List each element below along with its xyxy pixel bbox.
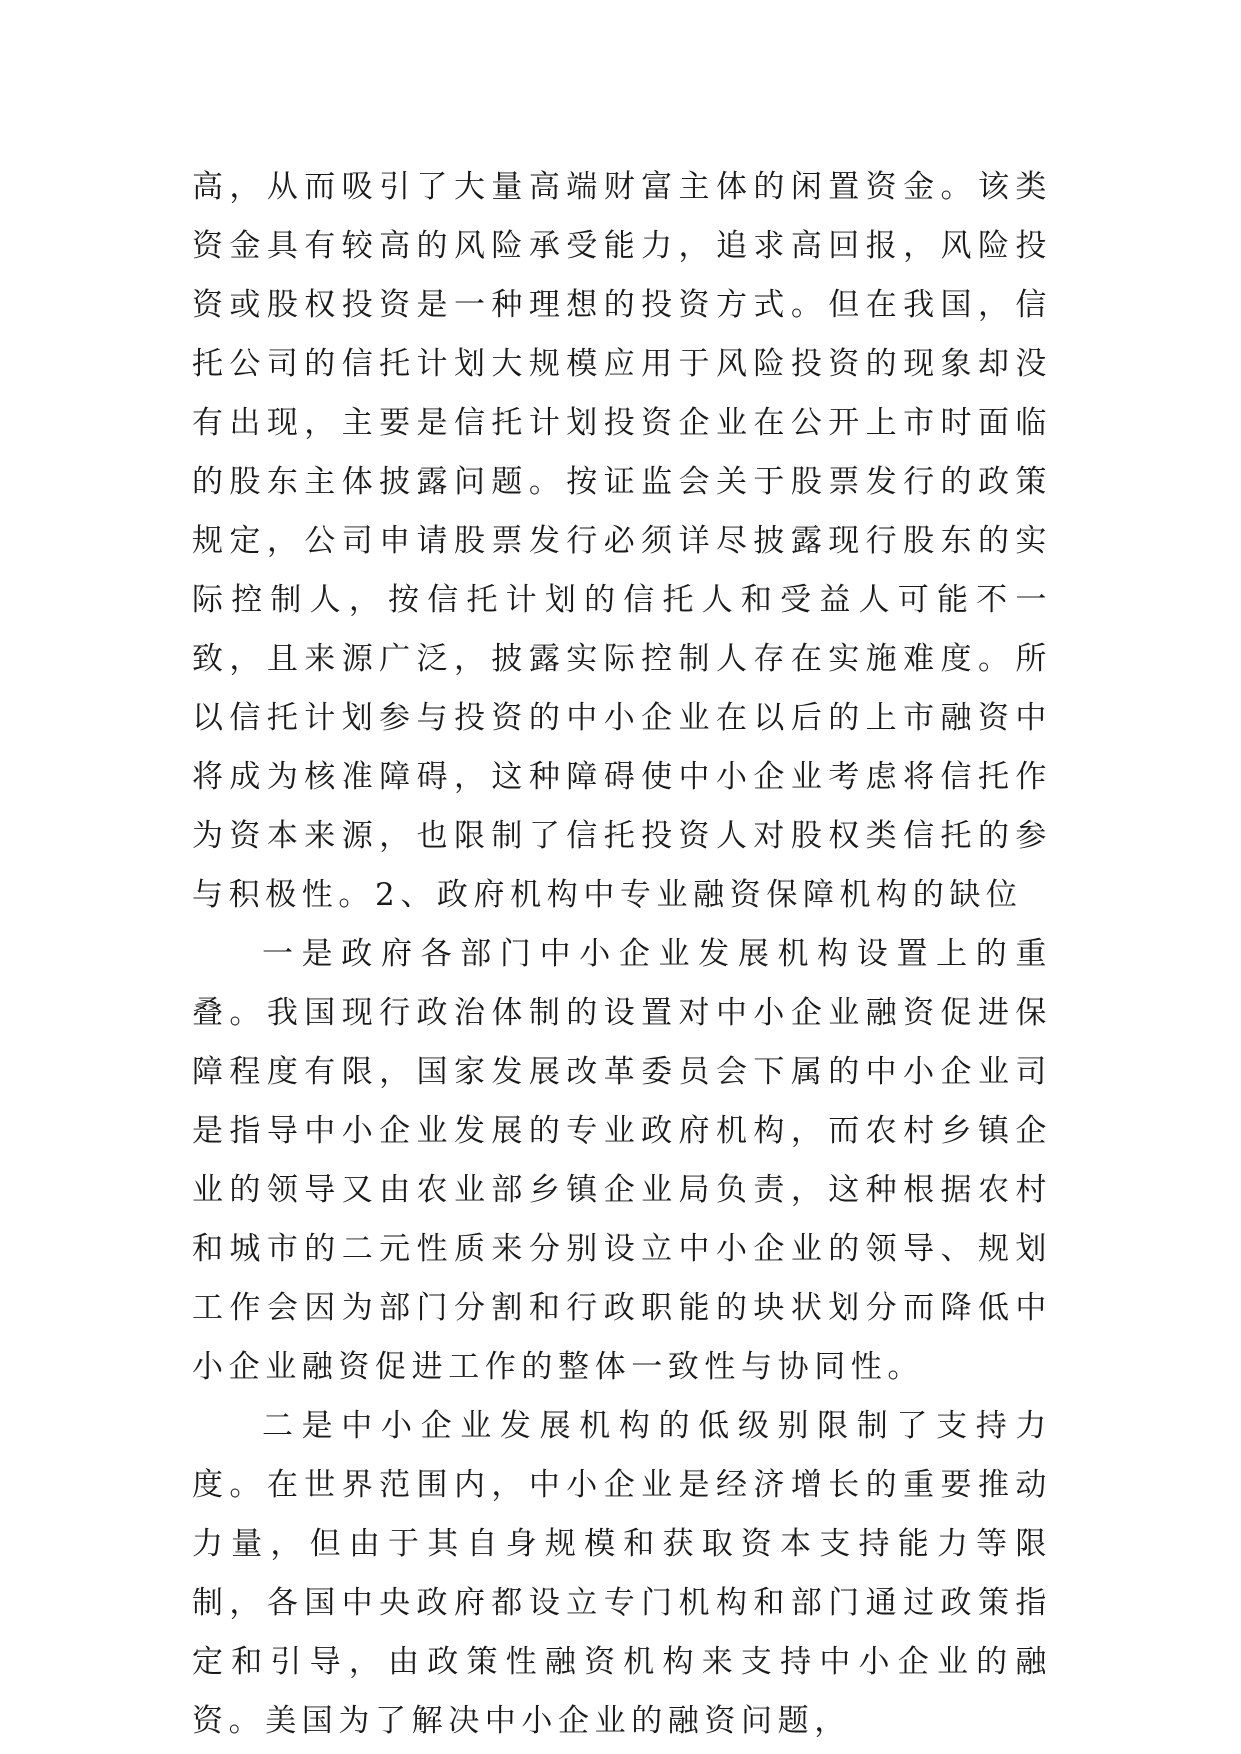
- paragraph-2: 一是政府各部门中小企业发展机构设置上的重叠。我国现行政治体制的设置对中小企业融资促进保障程度有限，国家发展改革委员会下属的中小企业司是指导中小企业发展的专业政府机构，而农村乡镇企业的领导又由农业部乡镇企业局负责，这种根据农村和城市的二元性质来分别设立中小企业的领导、规划工作会因为部门分割和行政职能的块状划分而降低中小企业融资促进工作的整体一致性与协同性。: [192, 936, 1052, 1385]
- paragraph-3: 二是中小企业发展机构的低级别限制了支持力度。在世界范围内，中小企业是经济增长的重要推动力量，但由于其自身规模和获取资本支持能力等限制，各国中央政府都设立专门机构和部门通过政策指定和引导，由政策性融资机构来支持中小企业的融资。美国为了解决中小企业的融资问题，: [192, 1408, 1052, 1739]
- body-text: [192, 158, 1052, 1751]
- paragraph-1: 高，从而吸引了大量高端财富主体的闲置资金。该类资金具有较高的风险承受能力，追求高回报，风险投资或股权投资是一种理想的投资方式。但在我国，信托公司的信托计划大规模应用于风险投资的现象却没有出现，主要是信托计划投资企业在公开上市时面临的股东主体披露问题。按证监会关于股票发行的政策规定，公司申请股票发行必须详尽披露现行股东的实际控制人，按信托计划的信托人和受益人可能不一致，且来源广泛，披露实际控制人存在实施难度。所以信托计划参与投资的中小企业在以后的上市融资中将成为核准障碍，这种障碍使中小企业考虑将信托作为资本来源，也限制了信托投资人对股权类信托的参与积极性。2、政府机构中专业融资保障机构的缺位: [192, 169, 1052, 913]
